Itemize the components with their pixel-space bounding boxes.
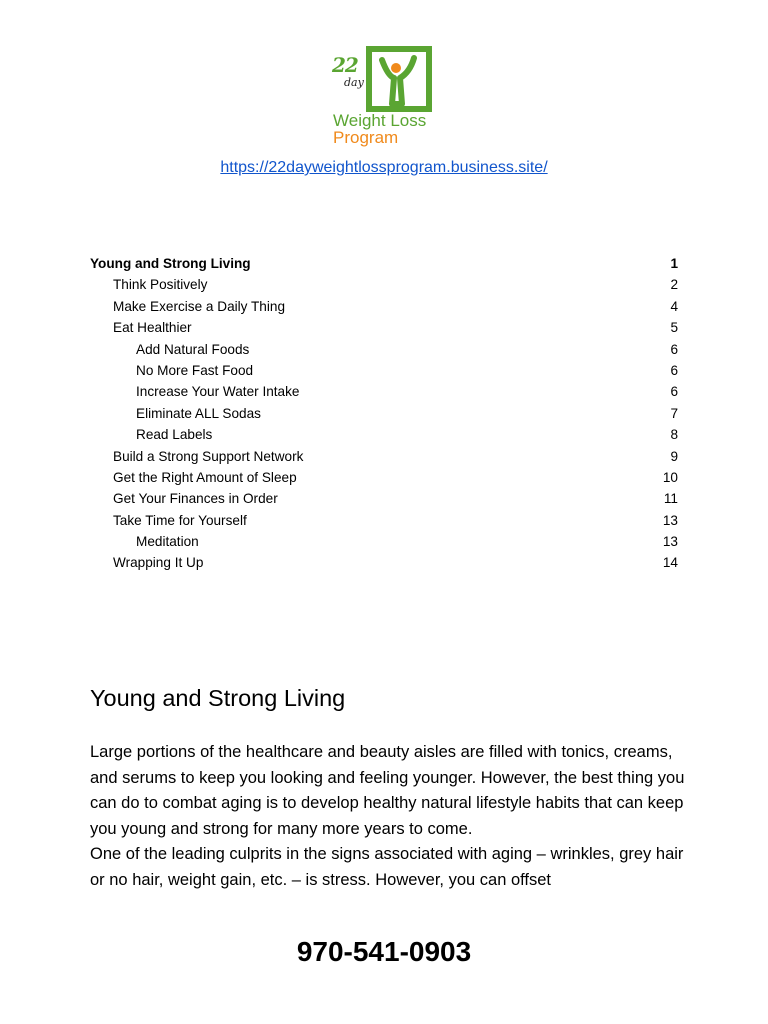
toc-entry[interactable] [90,255,678,276]
logo-number: 22 [332,53,358,77]
section-heading: Young and Strong Living [90,685,346,711]
toc-entry[interactable] [90,362,678,383]
toc-entry-label: Wrapping It Up [113,555,204,571]
toc-entry-page: 7 [670,405,678,421]
toc-entry-page: 11 [663,491,678,507]
toc-entry[interactable] [90,490,678,511]
toc-entry[interactable] [90,319,678,340]
website-link[interactable]: https://22dayweightlossprogram.business.site/ [220,159,548,176]
toc-entry[interactable] [90,469,678,490]
toc-entry[interactable] [90,405,678,426]
toc-entry[interactable] [90,383,678,404]
logo-line1: Weight Loss [333,111,427,130]
toc-entry[interactable] [90,448,678,469]
toc-entry-page: 13 [662,534,678,550]
toc-entry-label: Get Your Finances in Order [113,491,278,507]
logo-figure-icon [366,46,432,112]
toc-entry-page: 13 [662,512,678,528]
toc-entry-label: Take Time for Yourself [113,512,247,528]
toc-entry-page: 6 [670,362,678,378]
logo-day: day [344,76,364,89]
toc-entry-page: 2 [670,277,678,293]
toc-entry-label: Meditation [136,534,199,550]
paragraph-1: Large portions of the healthcare and beauty aisles are filled with tonics, creams, and serums to keep you looking and feeling younger. However, the best thing you can do to combat aging is to develop healthy natural lifestyle habits that can keep you young and strong for many more years to come. [90,743,685,838]
phone-number: 970-541-0903 [296,936,472,967]
toc-entry-label: Eat Healthier [113,320,192,336]
toc-entry[interactable] [90,512,678,533]
toc-entry-page: 6 [670,384,678,400]
toc-entry-page: 14 [662,555,678,571]
toc-entry-label: Build a Strong Support Network [113,448,304,464]
toc-entry-page: 8 [670,427,678,443]
toc-entry-label: Add Natural Foods [136,341,250,357]
section-body [90,740,690,893]
toc-entry-page: 1 [670,256,678,271]
logo-line2: Program [333,128,399,147]
toc-entry-page: 6 [670,341,678,357]
program-logo [330,46,436,152]
toc-entry-page: 9 [670,448,678,464]
toc-entry-page: 5 [670,320,678,336]
toc-entry-label: Think Positively [113,277,208,293]
toc-entry-page: 4 [670,298,678,314]
logo-wordmark [333,112,443,146]
toc-entry-page: 10 [662,469,678,485]
toc-entry[interactable] [90,341,678,362]
toc-entry-label: Get the Right Amount of Sleep [113,469,297,485]
toc-entry-label: Increase Your Water Intake [136,384,300,400]
toc-entry[interactable] [90,554,678,575]
toc-entry-label: Make Exercise a Daily Thing [113,298,286,314]
table-of-contents [90,255,678,576]
toc-entry[interactable] [90,426,678,447]
toc-entry-label: Read Labels [136,427,213,443]
toc-entry-label: Eliminate ALL Sodas [136,405,261,421]
toc-entry-label: Young and Strong Living [90,256,251,271]
toc-entry[interactable] [90,276,678,297]
toc-entry[interactable] [90,533,678,554]
toc-entry[interactable] [90,298,678,319]
paragraph-2: One of the leading culprits in the signs associated with aging – wrinkles, grey hair or no hair, weight gain, etc. – is stress. However, you can offset [90,845,684,889]
toc-entry-label: No More Fast Food [136,362,254,378]
